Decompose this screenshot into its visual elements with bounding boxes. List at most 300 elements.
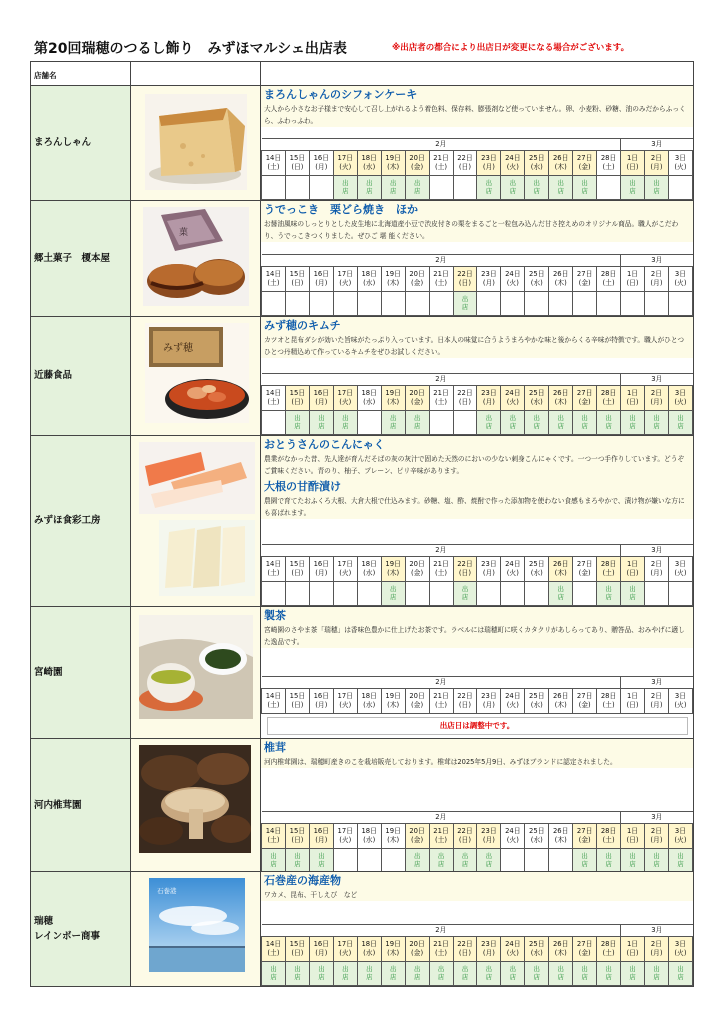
- shop-mark-cell: [573, 582, 597, 606]
- day-weekday: (火): [339, 836, 352, 844]
- day-cell: [501, 824, 525, 849]
- vendor-content: [261, 436, 694, 607]
- day-cell: [501, 937, 525, 962]
- day-cell: [262, 557, 286, 582]
- product-title: 石巻産の海産物: [264, 874, 341, 887]
- day-date: 21日: [433, 560, 449, 568]
- chiffon-cake-image: [131, 86, 261, 196]
- day-weekday: (月): [315, 398, 328, 406]
- day-cell: [405, 689, 429, 714]
- day-weekday: (土): [434, 569, 448, 577]
- day-weekday: (土): [267, 949, 280, 957]
- vendor-name: 宮崎園: [31, 607, 131, 739]
- day-date: 1日: [626, 154, 639, 162]
- day-weekday: (日): [458, 836, 472, 844]
- day-cell: [501, 557, 525, 582]
- day-weekday: (月): [315, 569, 328, 577]
- shop-mark-cell: 出 店: [333, 176, 357, 200]
- shop-mark-cell: [285, 292, 309, 316]
- day-weekday: (火): [674, 949, 687, 957]
- day-weekday: (木): [554, 569, 567, 577]
- shop-mark-cell: 出 店: [668, 849, 692, 873]
- shop-mark-cell: 出 店: [333, 411, 357, 435]
- day-cell: [573, 689, 597, 714]
- product-desc: 宮崎園のさやま茶「瑞穂」は香味色豊かに仕上げたお茶です。ラベルには瑞穂町に咲くカタクリがあしらってあり、贈答品、おみやげに適した逸品です。: [264, 626, 685, 646]
- shop-mark-cell: 出 店: [645, 849, 669, 873]
- day-weekday: (土): [434, 949, 448, 957]
- day-date: 14日: [265, 940, 282, 948]
- day-date: 27日: [576, 270, 593, 278]
- shop-mark-cell: [262, 292, 286, 316]
- day-cell: [621, 267, 645, 292]
- day-weekday: (月): [315, 949, 328, 957]
- day-cell: [333, 689, 357, 714]
- day-date: 1日: [626, 270, 639, 278]
- day-cell: [668, 386, 692, 411]
- shop-mark-cell: [668, 582, 692, 606]
- day-cell: [477, 689, 501, 714]
- day-weekday: (水): [530, 163, 543, 171]
- day-date: 18日: [361, 389, 377, 397]
- shop-mark-cell: 出 店: [405, 411, 429, 435]
- shop-mark-cell: [357, 292, 381, 316]
- shop-mark-cell: 出 店: [477, 411, 501, 435]
- day-cell: [621, 689, 645, 714]
- day-weekday: (月): [650, 279, 663, 287]
- day-weekday: (土): [602, 569, 615, 577]
- day-weekday: (水): [530, 701, 543, 709]
- shop-mark-cell: 出 店: [525, 411, 549, 435]
- shop-mark-cell: [453, 411, 477, 435]
- shop-mark-cell: 出 店: [621, 582, 645, 606]
- shop-mark-cell: 出 店: [597, 962, 621, 986]
- day-cell: [381, 151, 405, 176]
- month-label: 3月: [621, 139, 693, 151]
- day-weekday: (日): [626, 569, 639, 577]
- vendor-photo: [131, 436, 261, 607]
- day-weekday: (月): [650, 163, 663, 171]
- day-cell: [621, 824, 645, 849]
- month-label: 3月: [621, 255, 693, 267]
- day-date: 26日: [552, 389, 569, 397]
- day-cell: [668, 557, 692, 582]
- day-date: 24日: [505, 154, 521, 162]
- vendor-name: 河内椎茸園: [31, 739, 131, 874]
- day-date: 1日: [626, 692, 639, 700]
- day-weekday: (日): [291, 398, 304, 406]
- month-label: 3月: [621, 812, 693, 824]
- day-cell: [429, 386, 453, 411]
- shop-mark-cell: 出 店: [621, 176, 645, 200]
- day-cell: [285, 824, 309, 849]
- day-weekday: (土): [602, 163, 615, 171]
- day-date: 20日: [409, 940, 425, 948]
- day-date: 14日: [265, 827, 282, 835]
- day-cell: [333, 267, 357, 292]
- change-notice: ※出店者の都合により出店日が変更になる場合がございます。: [392, 43, 630, 53]
- shop-mark-cell: [645, 582, 669, 606]
- shop-mark-cell: [381, 292, 405, 316]
- shop-mark-cell: [597, 176, 621, 200]
- day-date: 25日: [529, 940, 545, 948]
- day-weekday: (金): [578, 569, 591, 577]
- day-date: 15日: [289, 154, 306, 162]
- day-date: 20日: [409, 270, 425, 278]
- day-date: 22日: [457, 940, 473, 948]
- day-cell: [645, 937, 669, 962]
- day-cell: [357, 937, 381, 962]
- shop-mark-cell: [309, 292, 333, 316]
- day-weekday: (土): [267, 279, 280, 287]
- day-weekday: (火): [674, 701, 687, 709]
- day-weekday: (土): [267, 163, 280, 171]
- day-cell: [501, 267, 525, 292]
- shop-mark-cell: 出 店: [285, 849, 309, 873]
- day-date: 17日: [337, 940, 353, 948]
- day-weekday: (火): [506, 949, 519, 957]
- day-weekday: (土): [434, 701, 448, 709]
- month-label: 2月: [262, 677, 621, 689]
- product-desc: 農園で育てたおふくろ大根、大倉大根で仕込みます。砂糖、塩、酢、焼酎で作った添加物を使わない食感もまろやかで、漬け物が嫌いな方にも喜ばれます。: [264, 497, 685, 517]
- day-weekday: (木): [387, 163, 400, 171]
- shop-mark-cell: [597, 292, 621, 316]
- day-weekday: (木): [554, 279, 567, 287]
- day-date: 3日: [674, 692, 687, 700]
- day-cell: [477, 386, 501, 411]
- vendor-row: [31, 86, 694, 201]
- shop-mark-cell: [429, 292, 453, 316]
- shop-mark-cell: 出 店: [453, 849, 477, 873]
- shop-mark-cell: [262, 582, 286, 606]
- day-cell: [333, 386, 357, 411]
- day-weekday: (日): [458, 163, 472, 171]
- day-date: 23日: [481, 270, 497, 278]
- day-cell: [525, 386, 549, 411]
- shop-mark-cell: 出 店: [429, 962, 453, 986]
- day-cell: [597, 557, 621, 582]
- day-date: 23日: [481, 560, 497, 568]
- shop-mark-cell: [285, 176, 309, 200]
- day-date: 22日: [457, 692, 473, 700]
- day-weekday: (月): [315, 836, 328, 844]
- day-weekday: (水): [530, 279, 543, 287]
- day-date: 15日: [289, 270, 306, 278]
- day-date: 2日: [650, 154, 663, 162]
- day-date: 27日: [576, 940, 593, 948]
- day-weekday: (水): [363, 701, 376, 709]
- shop-mark-cell: 出 店: [381, 962, 405, 986]
- day-cell: [309, 557, 333, 582]
- day-date: 23日: [481, 154, 497, 162]
- day-weekday: (土): [267, 836, 280, 844]
- day-cell: [429, 824, 453, 849]
- day-weekday: (火): [339, 398, 352, 406]
- shop-mark-cell: 出 店: [381, 411, 405, 435]
- day-cell: [381, 386, 405, 411]
- product-desc: 農業がなかった昔、先人達が育んだそばの灰の灰汁で固めた天然のにおいの少ない刺身こんにゃくです。一つ一つ手作りしています。どうぞご賞味ください。青のり、柚子、プレーン、ピリ辛味があります。: [264, 455, 685, 475]
- vendor-photo: [131, 739, 261, 874]
- day-date: 2日: [650, 940, 663, 948]
- svg-text:菓: 菓: [179, 228, 189, 238]
- day-date: 16日: [313, 389, 330, 397]
- day-cell: [477, 824, 501, 849]
- day-date: 22日: [457, 560, 473, 568]
- day-cell: [262, 151, 286, 176]
- vendor-row: [31, 739, 694, 874]
- day-cell: [453, 824, 477, 849]
- day-cell: [381, 267, 405, 292]
- day-cell: [668, 689, 692, 714]
- day-weekday: (木): [387, 701, 400, 709]
- day-weekday: (月): [482, 569, 495, 577]
- day-weekday: (土): [434, 836, 448, 844]
- day-weekday: (月): [315, 701, 328, 709]
- day-date: 20日: [409, 389, 425, 397]
- shop-mark-cell: 出 店: [477, 849, 501, 873]
- vendor-photo: [131, 607, 261, 739]
- calendar-grid: [261, 676, 693, 738]
- month-label: 3月: [621, 925, 693, 937]
- day-cell: [668, 151, 692, 176]
- day-weekday: (月): [650, 949, 663, 957]
- day-cell: [262, 824, 286, 849]
- day-date: 21日: [433, 389, 449, 397]
- shop-mark-cell: 出 店: [573, 411, 597, 435]
- day-date: 1日: [626, 827, 639, 835]
- shop-mark-cell: 出 店: [405, 962, 429, 986]
- vendor-row: [31, 872, 694, 987]
- day-cell: [357, 151, 381, 176]
- shop-mark-cell: [501, 582, 525, 606]
- day-cell: [333, 557, 357, 582]
- day-date: 24日: [505, 270, 521, 278]
- day-cell: [573, 267, 597, 292]
- vendor-content: [261, 739, 694, 874]
- day-date: 28日: [600, 560, 617, 568]
- day-weekday: (木): [387, 398, 400, 406]
- day-date: 18日: [361, 692, 377, 700]
- day-weekday: (日): [626, 836, 639, 844]
- day-date: 21日: [433, 940, 449, 948]
- day-weekday: (日): [626, 398, 639, 406]
- day-cell: [453, 267, 477, 292]
- day-date: 26日: [552, 827, 569, 835]
- product-title: 製茶: [264, 609, 286, 622]
- day-weekday: (火): [674, 163, 687, 171]
- day-weekday: (水): [530, 836, 543, 844]
- product-title: 大根の甘酢漬け: [264, 480, 341, 493]
- day-cell: [357, 824, 381, 849]
- day-date: 27日: [576, 389, 593, 397]
- vendor-row: [31, 317, 694, 436]
- day-weekday: (日): [626, 949, 639, 957]
- day-weekday: (水): [530, 398, 543, 406]
- shop-mark-cell: 出 店: [477, 176, 501, 200]
- shop-mark-cell: 出 店: [621, 962, 645, 986]
- shop-mark-cell: [668, 176, 692, 200]
- shop-mark-cell: [405, 582, 429, 606]
- shop-mark-cell: [333, 292, 357, 316]
- konnyaku-image: [131, 436, 261, 602]
- shop-mark-cell: [621, 292, 645, 316]
- day-cell: [525, 689, 549, 714]
- day-date: 28日: [600, 270, 617, 278]
- day-weekday: (水): [530, 949, 543, 957]
- day-cell: [405, 824, 429, 849]
- shop-mark-cell: 出 店: [645, 176, 669, 200]
- day-weekday: (土): [602, 836, 615, 844]
- day-weekday: (月): [482, 279, 495, 287]
- day-date: 15日: [289, 940, 306, 948]
- shop-mark-cell: 出 店: [405, 849, 429, 873]
- vendor-name: 瑞穂 レインボー商事: [31, 872, 131, 987]
- day-cell: [549, 824, 573, 849]
- day-date: 16日: [313, 154, 330, 162]
- day-weekday: (金): [411, 701, 424, 709]
- day-date: 20日: [409, 827, 425, 835]
- day-weekday: (木): [387, 949, 400, 957]
- day-cell: [621, 386, 645, 411]
- day-date: 28日: [600, 389, 617, 397]
- day-weekday: (土): [267, 569, 280, 577]
- day-date: 1日: [626, 389, 639, 397]
- product-title: みず穂のキムチ: [264, 319, 341, 332]
- green-tea-image: [131, 607, 261, 734]
- day-cell: [453, 937, 477, 962]
- day-weekday: (木): [387, 569, 400, 577]
- day-cell: [405, 267, 429, 292]
- schedule-table: [30, 61, 694, 874]
- day-cell: [285, 151, 309, 176]
- shop-mark-cell: 出 店: [309, 849, 333, 873]
- day-cell: [477, 267, 501, 292]
- day-weekday: (月): [315, 163, 328, 171]
- shop-mark-cell: 出 店: [429, 849, 453, 873]
- day-date: 28日: [600, 940, 617, 948]
- day-cell: [645, 267, 669, 292]
- day-date: 2日: [650, 692, 663, 700]
- month-label: 2月: [262, 545, 621, 557]
- harbor-photo: [131, 872, 261, 982]
- day-weekday: (日): [458, 949, 472, 957]
- day-cell: [573, 557, 597, 582]
- shop-mark-cell: 出 店: [501, 411, 525, 435]
- day-cell: [381, 689, 405, 714]
- day-date: 25日: [529, 827, 545, 835]
- day-cell: [645, 824, 669, 849]
- shop-mark-cell: [262, 411, 286, 435]
- day-date: 16日: [313, 270, 330, 278]
- day-date: 28日: [600, 692, 617, 700]
- shop-mark-cell: 出 店: [549, 176, 573, 200]
- shop-mark-cell: [333, 849, 357, 873]
- day-weekday: (土): [267, 701, 280, 709]
- day-weekday: (火): [506, 163, 519, 171]
- page-title: 第20回瑞穂のつるし飾り みずほマルシェ出店表: [34, 41, 347, 57]
- shop-mark-cell: 出 店: [381, 176, 405, 200]
- day-weekday: (土): [434, 163, 448, 171]
- shop-mark-cell: 出 店: [285, 411, 309, 435]
- vendor-row: [31, 607, 694, 739]
- day-weekday: (火): [674, 398, 687, 406]
- day-date: 2日: [650, 827, 663, 835]
- day-weekday: (水): [363, 836, 376, 844]
- day-cell: [333, 151, 357, 176]
- day-cell: [262, 386, 286, 411]
- shop-mark-cell: 出 店: [285, 962, 309, 986]
- day-weekday: (金): [411, 949, 424, 957]
- shop-mark-cell: [357, 411, 381, 435]
- day-cell: [309, 267, 333, 292]
- schedule-adjusting-notice: 出店日は調整中です。: [267, 717, 688, 735]
- day-date: 24日: [505, 940, 521, 948]
- day-weekday: (火): [339, 163, 352, 171]
- day-date: 26日: [552, 270, 569, 278]
- day-weekday: (日): [291, 949, 304, 957]
- calendar-grid: [261, 254, 693, 316]
- day-weekday: (金): [411, 163, 424, 171]
- day-date: 25日: [529, 389, 545, 397]
- shop-mark-cell: 出 店: [453, 292, 477, 316]
- day-date: 27日: [576, 560, 593, 568]
- day-weekday: (火): [674, 836, 687, 844]
- day-date: 21日: [433, 154, 449, 162]
- day-date: 23日: [481, 940, 497, 948]
- shop-mark-cell: [501, 292, 525, 316]
- month-label: 3月: [621, 677, 693, 689]
- table-header-row: [31, 62, 694, 86]
- day-cell: [357, 557, 381, 582]
- shop-mark-cell: 出 店: [645, 411, 669, 435]
- day-date: 17日: [337, 827, 353, 835]
- day-weekday: (日): [626, 163, 639, 171]
- day-cell: [621, 151, 645, 176]
- day-cell: [477, 557, 501, 582]
- day-date: 24日: [505, 389, 521, 397]
- day-weekday: (火): [506, 569, 519, 577]
- shop-mark-cell: [262, 176, 286, 200]
- day-cell: [477, 151, 501, 176]
- kimchi-image: [131, 317, 261, 431]
- shop-mark-cell: 出 店: [597, 411, 621, 435]
- day-weekday: (日): [291, 279, 304, 287]
- day-date: 19日: [385, 389, 401, 397]
- shop-mark-cell: 出 店: [549, 962, 573, 986]
- day-date: 20日: [409, 692, 425, 700]
- day-weekday: (水): [363, 949, 376, 957]
- day-weekday: (金): [411, 279, 424, 287]
- day-date: 22日: [457, 270, 473, 278]
- day-weekday: (金): [578, 836, 591, 844]
- day-cell: [333, 824, 357, 849]
- day-cell: [453, 689, 477, 714]
- day-cell: [262, 267, 286, 292]
- day-cell: [405, 386, 429, 411]
- day-cell: [285, 937, 309, 962]
- vendor-photo: [131, 86, 261, 201]
- day-cell: [549, 267, 573, 292]
- day-weekday: (水): [530, 569, 543, 577]
- day-date: 16日: [313, 692, 330, 700]
- day-weekday: (水): [363, 398, 376, 406]
- day-date: 26日: [552, 560, 569, 568]
- day-cell: [309, 824, 333, 849]
- day-date: 27日: [576, 154, 593, 162]
- day-weekday: (月): [482, 949, 495, 957]
- shop-mark-cell: [333, 582, 357, 606]
- day-cell: [549, 386, 573, 411]
- month-label: 2月: [262, 925, 621, 937]
